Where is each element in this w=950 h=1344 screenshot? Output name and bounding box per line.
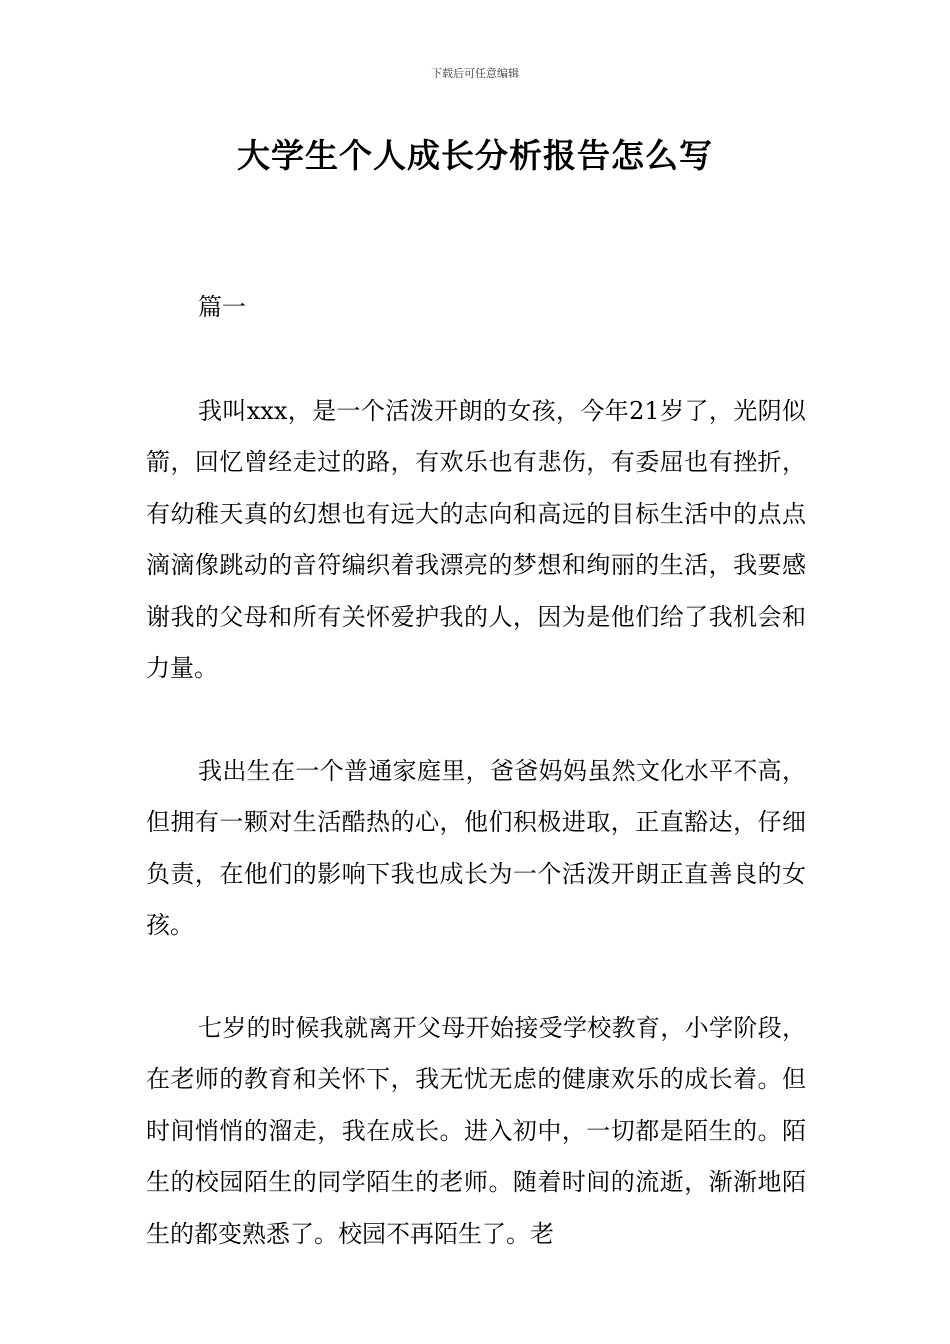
header-note: 下载后可任意编辑 <box>431 67 519 80</box>
paragraph-2: 我出生在一个普通家庭里，爸爸妈妈虽然文化水平不高，但拥有一颗对生活酷热的心，他们积极进取，正直豁达，仔细负责，在他们的影响下我也成长为一个活泼开朗正直善良的女孩。 <box>146 756 806 939</box>
section-heading: 篇一 <box>198 293 246 321</box>
paragraph-3: 七岁的时候我就离开父母开始接受学校教育，小学阶段，在老师的教育和关怀下，我无忧无虑的健康欢乐的成长着。但时间悄悄的溜走，我在成长。进入初中，一切都是陌生的。陌生的校园陌生的同学陌生的老师。随着时间的流逝，渐渐地陌生的都变熟悉了。校园不再陌生了。老 <box>146 1013 806 1248</box>
paragraph-1: 我叫xxx，是一个活泼开朗的女孩，今年21岁了，光阴似箭，回忆曾经走过的路，有欢乐也有悲伤，有委屈也有挫折，有幼稚天真的幻想也有远大的志向和高远的目标生活中的点点滴滴像跳动的音符编织着我漂亮的梦想和绚丽的生活，我要感谢我的父母和所有关怀爱护我的人，因为是他们给了我机会和力量。 <box>146 396 806 682</box>
document-title: 大学生个人成长分析报告怎么写 <box>237 136 713 175</box>
document-body <box>146 282 806 1260</box>
